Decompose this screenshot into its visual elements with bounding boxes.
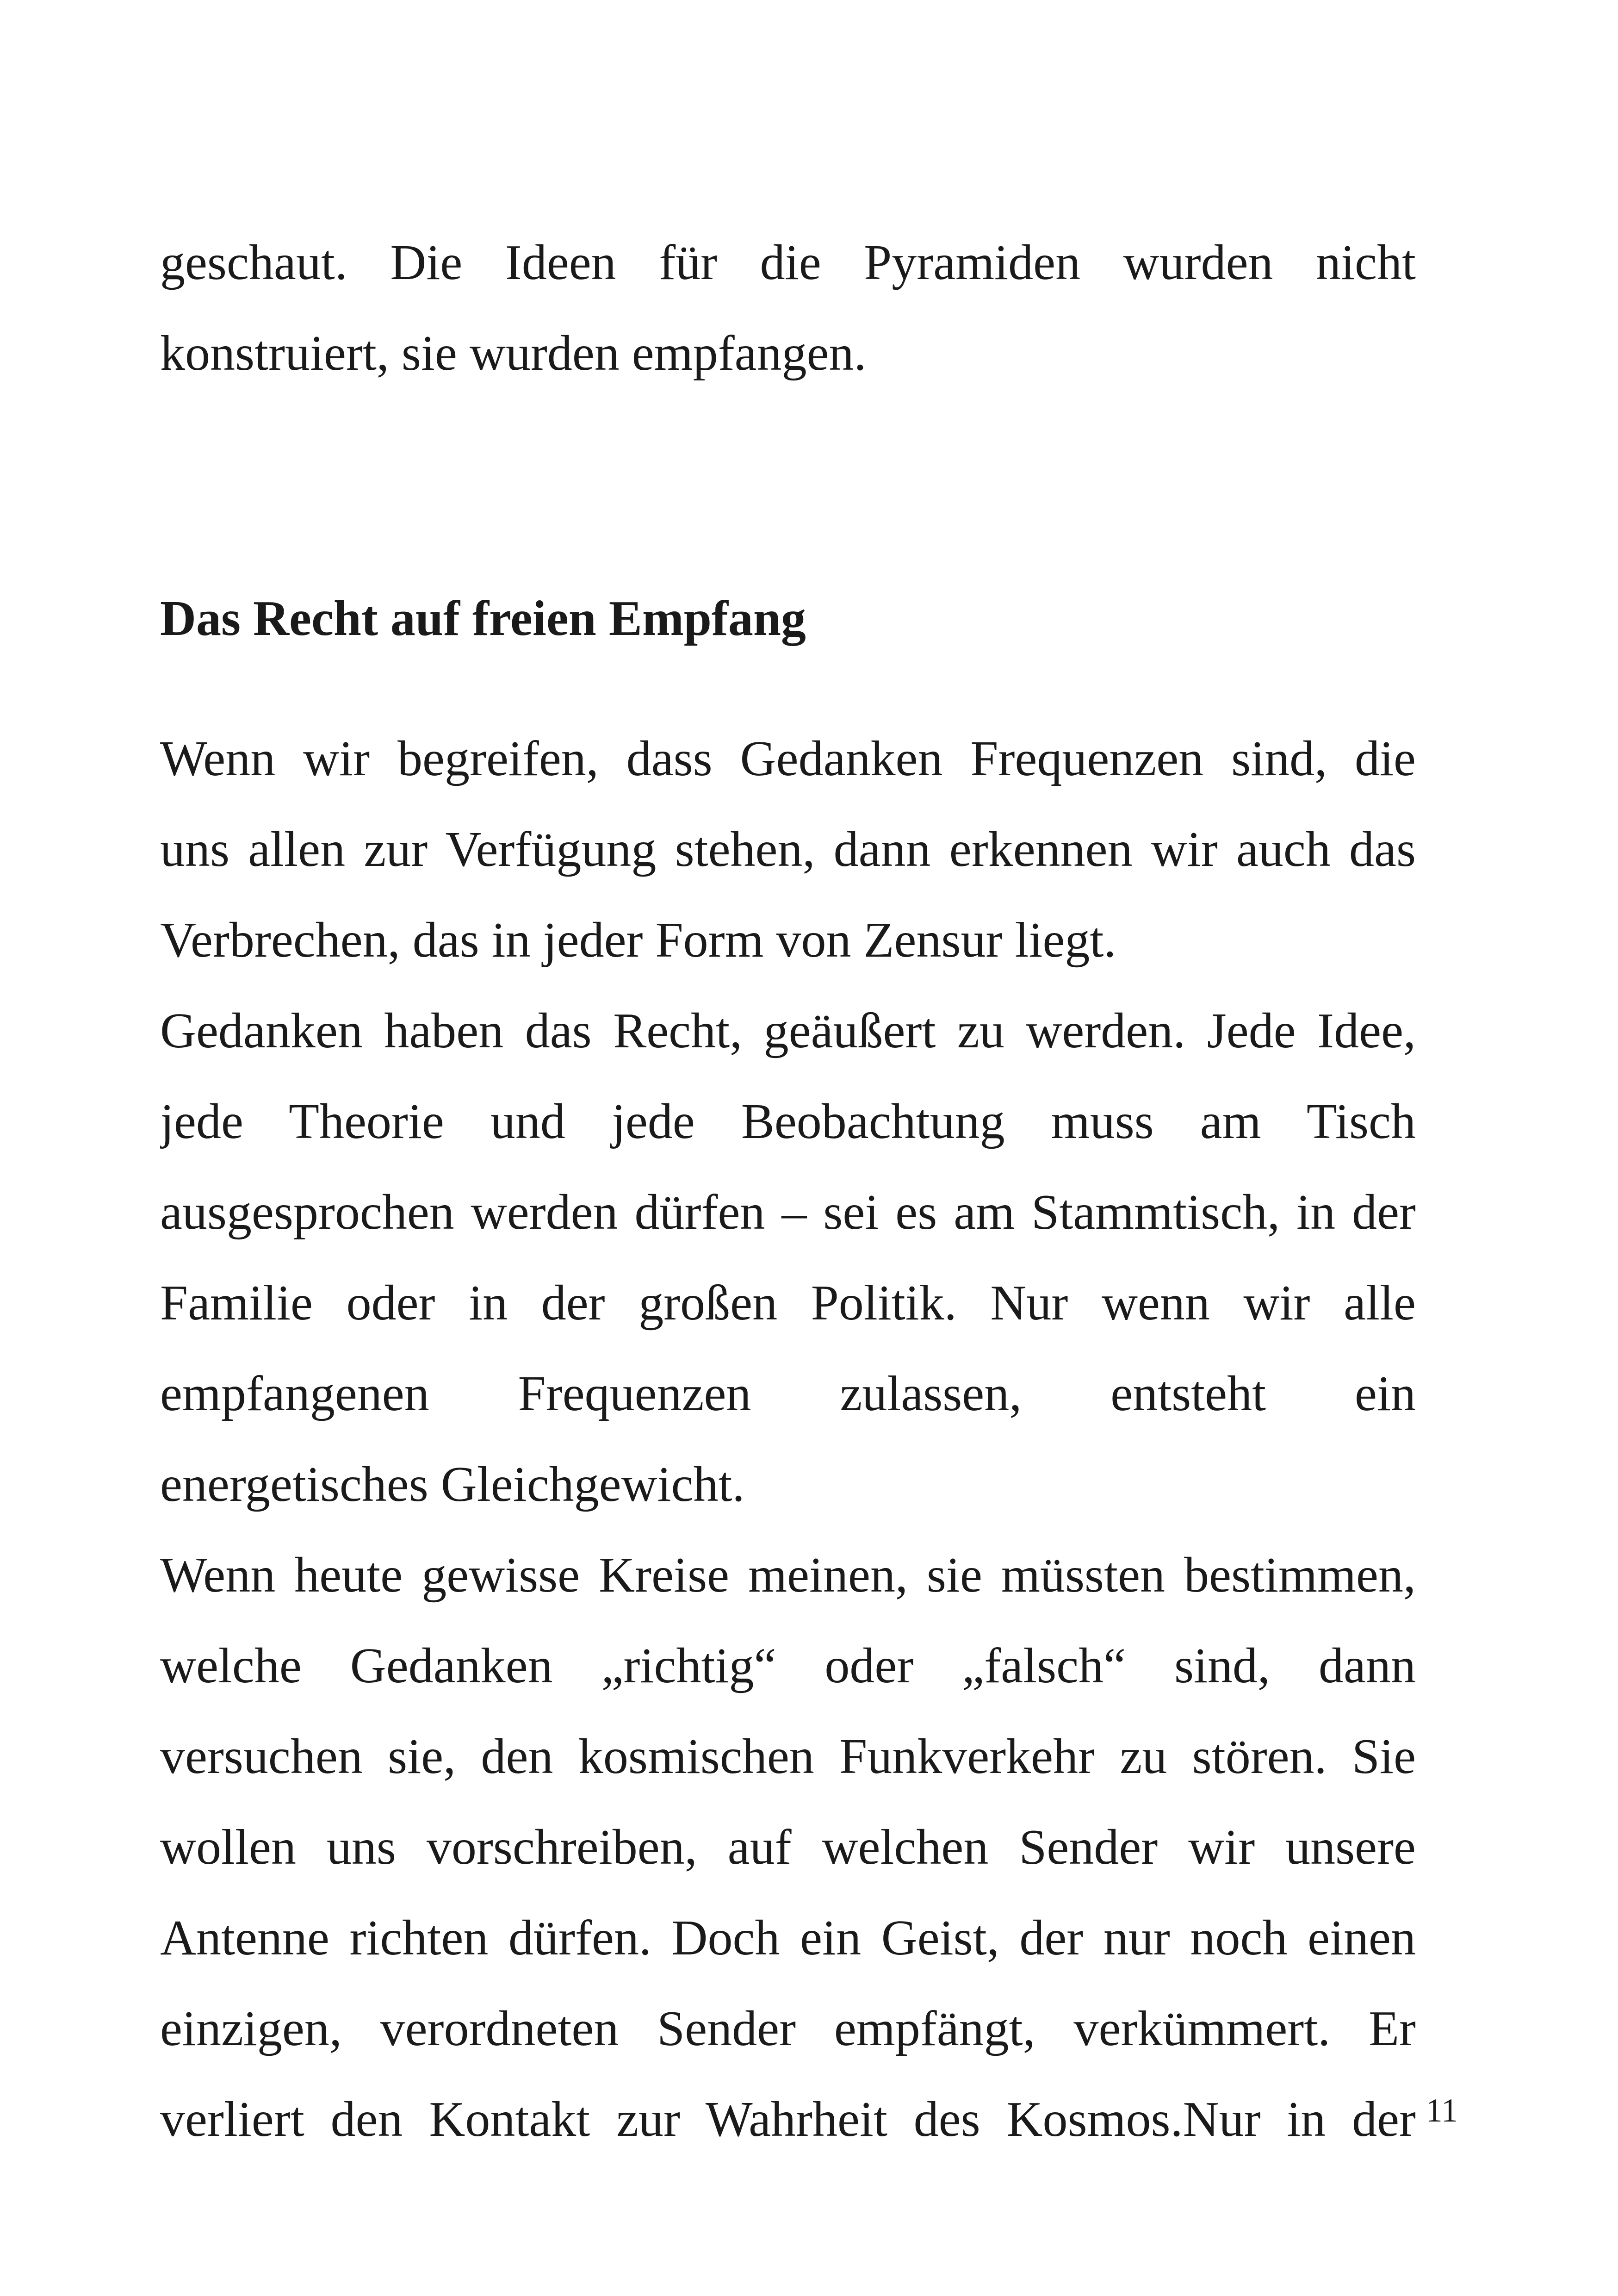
text-line: Wenn heute gewisse Kreise meinen, sie müssten bestimmen, bbox=[160, 1548, 1416, 1603]
paragraph-continuation bbox=[160, 218, 1416, 399]
text-line: energetisches Gleichgewicht. bbox=[160, 1457, 745, 1512]
paragraph-1 bbox=[160, 714, 1416, 986]
page-number: 11 bbox=[1426, 2092, 1458, 2129]
text-line: Familie oder in der großen Politik. Nur wenn wir alle bbox=[160, 1276, 1416, 1331]
text-line: Wenn wir begreifen, dass Gedanken Frequenzen sind, die bbox=[160, 731, 1416, 786]
text-line: versuchen sie, den kosmischen Funkverkehr zu stören. Sie bbox=[160, 1729, 1416, 1784]
page-content bbox=[160, 218, 1416, 2165]
text-line: Verbrechen, das in jeder Form von Zensur liegt. bbox=[160, 913, 1116, 968]
text-line: einzigen, verordneten Sender empfängt, verkümmert. Er bbox=[160, 2001, 1416, 2056]
text-line: uns allen zur Verfügung stehen, dann erkennen wir auch das bbox=[160, 822, 1416, 877]
paragraph-3 bbox=[160, 1530, 1416, 2165]
section-heading: Das Recht auf freien Empfang bbox=[160, 591, 806, 646]
text-line: ausgesprochen werden dürfen – sei es am Stammtisch, in der bbox=[160, 1185, 1416, 1240]
text-line: verliert den Kontakt zur Wahrheit des Kosmos.Nur in der bbox=[160, 2092, 1416, 2147]
text-line: wollen uns vorschreiben, auf welchen Sender wir unsere bbox=[160, 1820, 1416, 1875]
text-line: empfangenen Frequenzen zulassen, entsteht ein bbox=[160, 1366, 1416, 1421]
text-line: konstruiert, sie wurden empfangen. bbox=[160, 326, 867, 381]
text-line: Antenne richten dürfen. Doch ein Geist, der nur noch einen bbox=[160, 1910, 1416, 1966]
text-line: jede Theorie und jede Beobachtung muss am Tisch bbox=[160, 1094, 1416, 1149]
text-line: geschaut. Die Ideen für die Pyramiden wurden nicht bbox=[160, 235, 1416, 290]
paragraph-2 bbox=[160, 986, 1416, 1530]
text-line: welche Gedanken „richtig“ oder „falsch“ sind, dann bbox=[160, 1638, 1416, 1693]
text-line: Gedanken haben das Recht, geäußert zu werden. Jede Idee, bbox=[160, 1003, 1416, 1058]
